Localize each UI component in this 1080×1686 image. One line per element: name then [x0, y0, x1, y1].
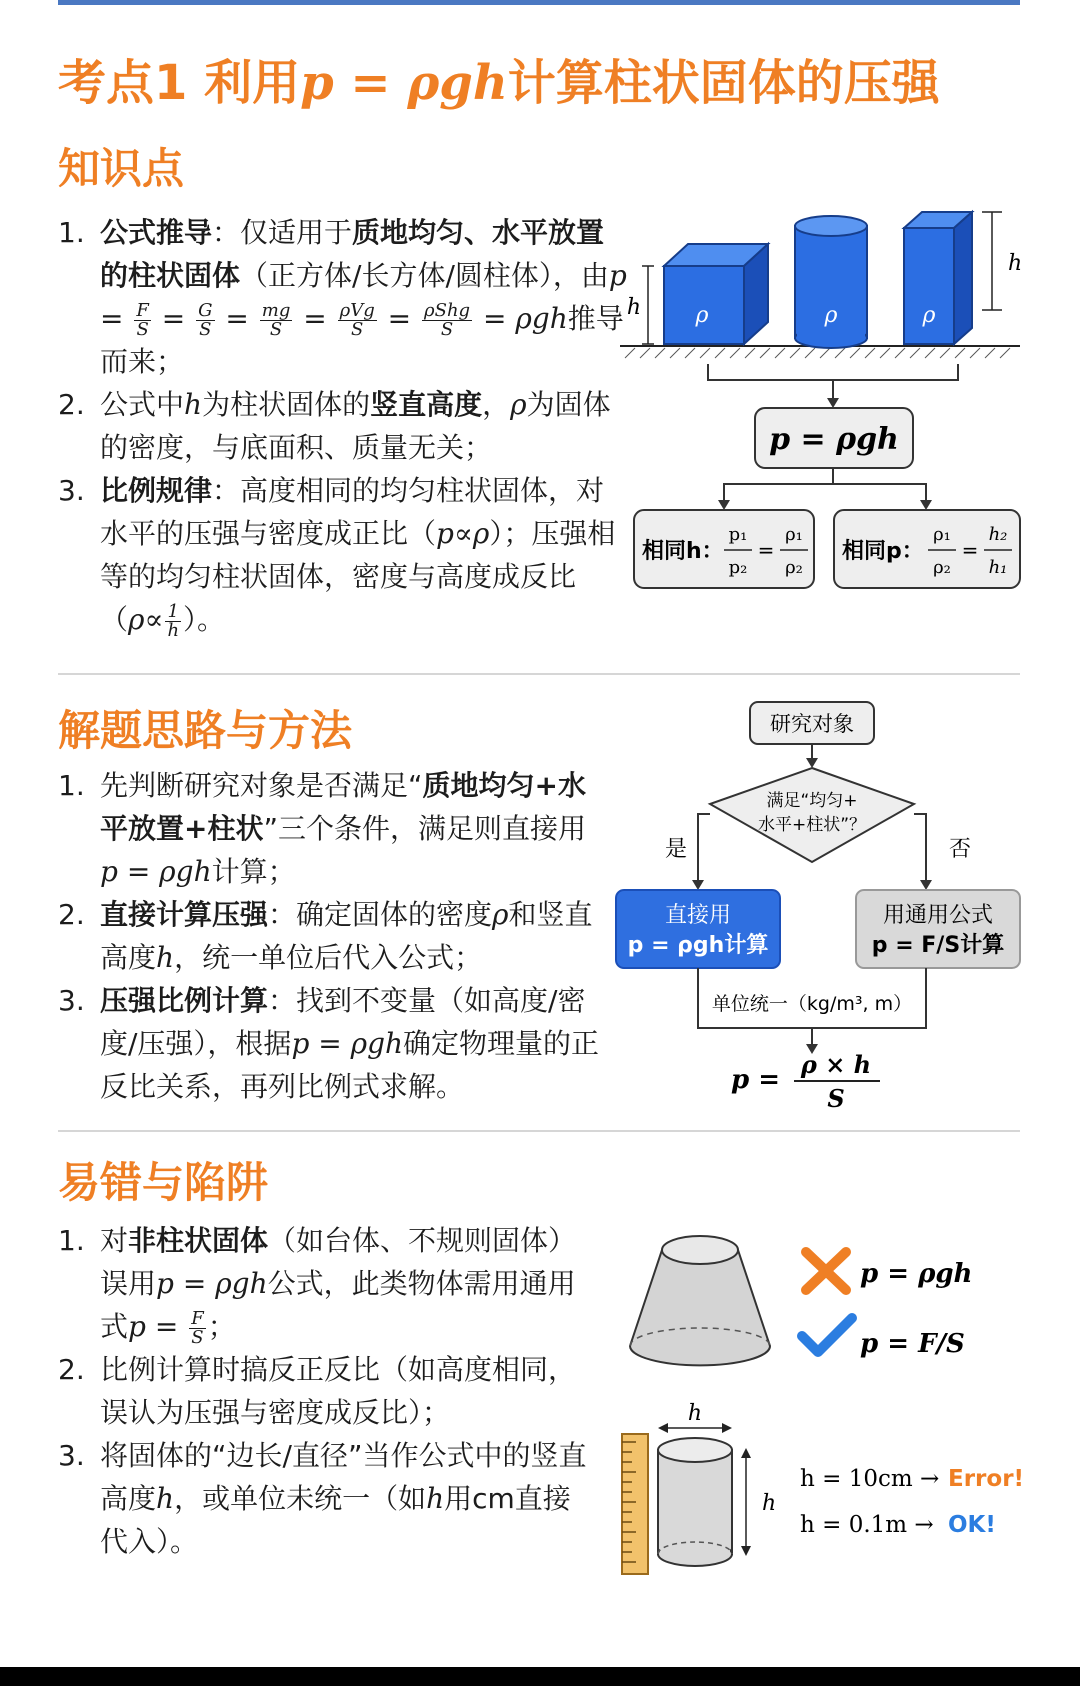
svg-text:用通用公式: 用通用公式	[882, 903, 994, 928]
method-list	[58, 764, 603, 1108]
svg-text:相同p：: 相同p：	[842, 539, 924, 564]
pitfall-list	[58, 1219, 598, 1563]
svg-text:p₂: p₂	[728, 557, 748, 578]
unit-error-line: h = 10cm →	[800, 1466, 940, 1492]
knowledge-list	[58, 211, 628, 641]
svg-text:p = F/S: p = F/S	[860, 1329, 965, 1359]
cross-icon	[806, 1252, 846, 1290]
section-heading-method: 解题思路与方法	[58, 706, 353, 755]
top-border	[58, 0, 1020, 5]
svg-text:相同h：: 相同h：	[642, 539, 724, 564]
svg-text:h: h	[762, 1491, 777, 1516]
list-item: 2. 比例计算时搞反正反比（如高度相同，误认为压强与密度成反比）；	[58, 1353, 577, 1429]
svg-text:h: h	[1008, 251, 1023, 276]
page-title: 考点1 利用p = ρgh计算柱状固体的压强	[58, 55, 940, 111]
svg-text:满足“均匀+: 满足“均匀+	[766, 791, 858, 811]
svg-text:ρ₁: ρ₁	[785, 524, 803, 545]
cylinder-block	[795, 216, 867, 348]
svg-text:ρ × h: ρ × h	[800, 1050, 872, 1079]
ruler-icon	[622, 1434, 648, 1574]
svg-text:=: =	[757, 538, 775, 562]
tall-box-block	[904, 212, 972, 344]
small-cylinder	[658, 1438, 732, 1566]
svg-text:水平+柱状”？: 水平+柱状”？	[757, 815, 867, 835]
bottom-bar	[0, 1667, 1080, 1686]
list-item: 1. 对非柱状固体（如台体、不规则固体）误用p = ρgh公式，此类物体需用通用式p = $\frac{F}{S}$ ；	[58, 1224, 577, 1348]
divider	[58, 673, 1020, 675]
svg-text:h₁: h₁	[988, 557, 1008, 578]
list-item: 3. 压强比例计算：找到不变量（如高度/密度/压强），根据p = ρgh确定物理量的正反比关系，再列比例式求解。	[58, 984, 600, 1103]
rho-label: ρ	[695, 303, 709, 328]
svg-text:Error!: Error!	[948, 1466, 1025, 1492]
unit-ok-line: h = 0.1m →	[800, 1512, 934, 1538]
svg-text:p = ρgh计算: p = ρgh计算	[627, 933, 769, 958]
svg-text:p = ρgh: p = ρgh	[860, 1259, 973, 1289]
list-item: 1. 先判断研究对象是否满足“质地均匀+水平放置+柱状”三个条件，满足则直接用p = ρgh计算；	[58, 769, 586, 888]
svg-text:ρ₂: ρ₂	[933, 557, 951, 578]
svg-text:ρ: ρ	[824, 303, 838, 328]
blocks-diagram	[620, 210, 1030, 600]
pitfall-diagram	[620, 1228, 1030, 1588]
svg-text:是: 是	[664, 837, 688, 862]
svg-text:h: h	[687, 1401, 703, 1426]
svg-text:ρ₂: ρ₂	[785, 557, 803, 578]
svg-text:p₁: p₁	[728, 524, 748, 545]
svg-text:研究对象: 研究对象	[770, 712, 854, 736]
svg-text:OK!: OK!	[948, 1512, 996, 1538]
h-label: h	[626, 295, 642, 320]
svg-text:直接用: 直接用	[664, 903, 732, 928]
svg-text:S: S	[827, 1084, 845, 1113]
svg-text:ρ₁: ρ₁	[933, 524, 951, 545]
svg-text:否: 否	[948, 837, 972, 862]
svg-text:p = ρgh: p = ρgh	[769, 422, 899, 457]
section-heading-knowledge: 知识点	[58, 144, 185, 193]
svg-text:p =: p =	[730, 1065, 780, 1095]
svg-text:单位统一（kg/m³, m）: 单位统一（kg/m³, m）	[711, 993, 913, 1015]
divider	[58, 1130, 1020, 1132]
list-item: 2. 公式中h为柱状固体的竖直高度，ρ为固体的密度，与底面积、质量无关；	[58, 388, 611, 464]
svg-text:ρ: ρ	[922, 303, 936, 328]
check-icon	[802, 1318, 852, 1352]
svg-text:h₂: h₂	[988, 524, 1008, 545]
list-item: 3. 比例规律：高度相同的均匀柱状固体，对水平的压强与密度成正比（p∝ρ）；压强相等的均匀柱状固体，密度与高度成反比（ρ∝ $\frac{1}{h}$ ）。	[58, 474, 616, 641]
list-item: 3. 将固体的“边长/直径”当作公式中的竖直高度h，或单位未统一（如h用cm直接代入）。	[58, 1439, 587, 1558]
list-item: 1. 公式推导：仅适用于质地均匀、水平放置的柱状固体（正方体/长方体/圆柱体），由p = $\frac{F}{S}$ = $\frac{G}{S}$ = $\frac{mg}{S}$ = $\frac{\text{ρVg}}{S}$ = $\frac{\text{ρShg}}{S}$ = ρgh推导而来；	[58, 216, 627, 378]
section-heading-pitfalls: 易错与陷阱	[58, 1158, 269, 1207]
list-item: 2. 直接计算压强：确定固体的密度ρ和竖直高度h，统一单位后代入公式；	[58, 898, 593, 974]
frustum-shape	[630, 1236, 770, 1365]
cube-block	[664, 244, 768, 344]
svg-text:=: =	[961, 538, 979, 562]
method-flowchart	[612, 696, 1032, 1116]
svg-text:p = F/S计算: p = F/S计算	[871, 933, 1005, 958]
